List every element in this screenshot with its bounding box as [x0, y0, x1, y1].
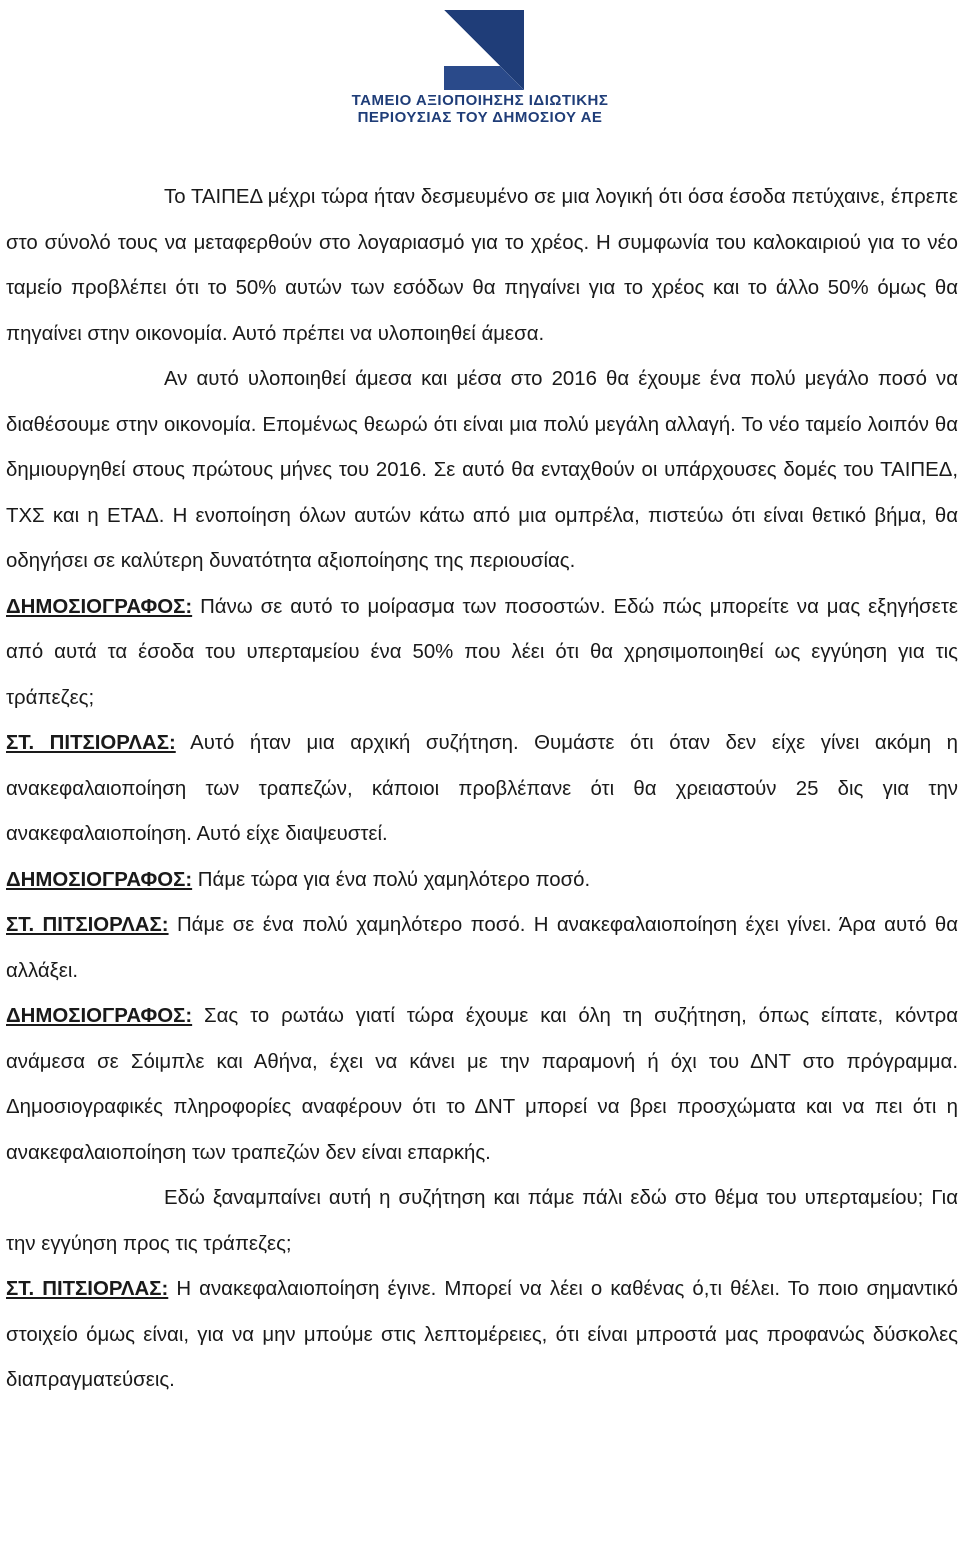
paragraph-6	[6, 903, 958, 994]
paragraph-text: Πάμε σε ένα πολύ χαμηλότερο ποσό. Η ανακεφαλαιοποίηση έχει γίνει. Άρα αυτό θα αλλάξει.	[6, 914, 959, 982]
speaker-label: ΔΗΜΟΣΙΟΓΡΑΦΟΣ:	[6, 868, 193, 891]
paragraph-text: Αν αυτό υλοποιηθεί άμεσα και μέσα στο 2016 θα έχουμε ένα πολύ μεγάλο ποσό να διαθέσουμε στην οικονομία. Επομένως θεωρώ ότι είναι μια πολύ μεγάλη αλλαγή. Το νέο ταμείο λοιπόν θα δημιουργηθεί στους πρώτους μήνες του 2016. Σε αυτό θα ενταχθούν οι υπάρχουσες δομές του ΤΑΙΠΕΔ, ΤΧΣ και η ΕΤΑΔ. Η ενοποίηση όλων αυτών κάτω από μια ομπρέλα, πιστεύω ότι είναι θετικό βήμα, θα οδηγήσει σε καλύτερη δυνατότητα αξιοποίησης της περιουσίας.	[6, 368, 958, 572]
paragraph-4	[6, 721, 958, 858]
paragraph-text: Η ανακεφαλαιοποίηση έγινε. Μπορεί να λέει ο καθένας ό,τι θέλει. Το ποιο σημαντικό στοιχείο όμως είναι, για να μην μπούμε στις λεπτομέρειες, ότι είναι μπροστά μας προφανώς δύσκολες διαπραγματεύσεις.	[6, 1278, 958, 1391]
logo-text-line1: ΤΑΜΕΙΟ ΑΞΙΟΠΟΙΗΣΗΣ ΙΔΙΩΤΙΚΗΣ	[351, 92, 609, 109]
paragraph-text: Εδώ ξαναμπαίνει αυτή η συζήτηση και πάμε πάλι εδώ στο θέμα του υπερταμείου; Για την εγγύηση προς τις τράπεζες;	[6, 1187, 958, 1255]
paragraph-text: Πάνω σε αυτό το μοίρασμα των ποσοστών. Εδώ πώς μπορείτε να μας εξηγήσετε από αυτά τα έσοδα του υπερταμείου ένα 50% που λέει ότι θα χρησιμοποιηθεί ως εγγύηση για τις τράπεζες;	[6, 595, 958, 709]
paragraph-text: Το ΤΑΙΠΕΔ μέχρι τώρα ήταν δεσμευμένο σε μια λογική ότι όσα έσοδα πετύχαινε, έπρεπε στο σύνολό τους να μεταφερθούν στο λογαριασμό για το χρέος. Η συμφωνία του καλοκαιριού για το νέο ταμείο προβλέπει ότι το 50% αυτών των εσόδων θα πηγαίνει για το χρέος και το άλλο 50% όμως θα πηγαίνει στην οικονομία. Αυτό πρέπει να υλοποιηθεί άμεσα.	[6, 186, 958, 345]
speaker-label: ΔΗΜΟΣΙΟΓΡΑΦΟΣ:	[6, 1005, 193, 1027]
paragraph-2	[6, 357, 958, 585]
paragraph-7	[6, 994, 958, 1176]
speaker-label: ΣΤ. ΠΙΤΣΙΟΡΛΑΣ:	[6, 914, 169, 936]
paragraph-5	[6, 858, 958, 904]
document-header	[0, 0, 960, 135]
paragraph-3	[6, 585, 958, 722]
document-body	[6, 175, 958, 1404]
speaker-label: ΣΤ. ΠΙΤΣΙΟΡΛΑΣ:	[6, 1278, 169, 1300]
logo-text-line2: ΠΕΡΙΟΥΣΙΑΣ ΤΟΥ ΔΗΜΟΣΙΟΥ ΑΕ	[357, 109, 603, 126]
speaker-label: ΣΤ. ΠΙΤΣΙΟΡΛΑΣ:	[6, 732, 176, 754]
paragraph-9	[6, 1267, 958, 1404]
paragraph-text: Αυτό ήταν μια αρχική συζήτηση. Θυμάστε ότι όταν δεν είχε γίνει ακόμη η ανακεφαλαιοποίηση των τραπεζών, κάποιοι προβλέπανε ότι θα χρειαστούν 25 δις για την ανακεφαλαιοποίηση. Αυτό είχε διαψευστεί.	[6, 732, 958, 845]
paragraph-1	[6, 175, 958, 357]
taiped-logo-icon	[444, 10, 524, 90]
paragraph-text: Πάμε τώρα για ένα πολύ χαμηλότερο ποσό.	[192, 868, 591, 891]
paragraph-8	[6, 1176, 958, 1267]
speaker-label: ΔΗΜΟΣΙΟΓΡΑΦΟΣ:	[6, 595, 193, 618]
paragraph-text: Σας το ρωτάω γιατί τώρα έχουμε και όλη τη συζήτηση, όπως είπατε, κόντρα ανάμεσα σε Σόιμπλε και Αθήνα, έχει να κάνει με την παραμονή ή όχι του ΔΝΤ στο πρόγραμμα. Δημοσιογραφικές πληροφορίες αναφέρουν ότι το ΔΝΤ μπορεί να βρει προσχώματα και να πει ότι η ανακεφαλαιοποίηση των τραπεζών δεν είναι επαρκής.	[6, 1005, 958, 1164]
